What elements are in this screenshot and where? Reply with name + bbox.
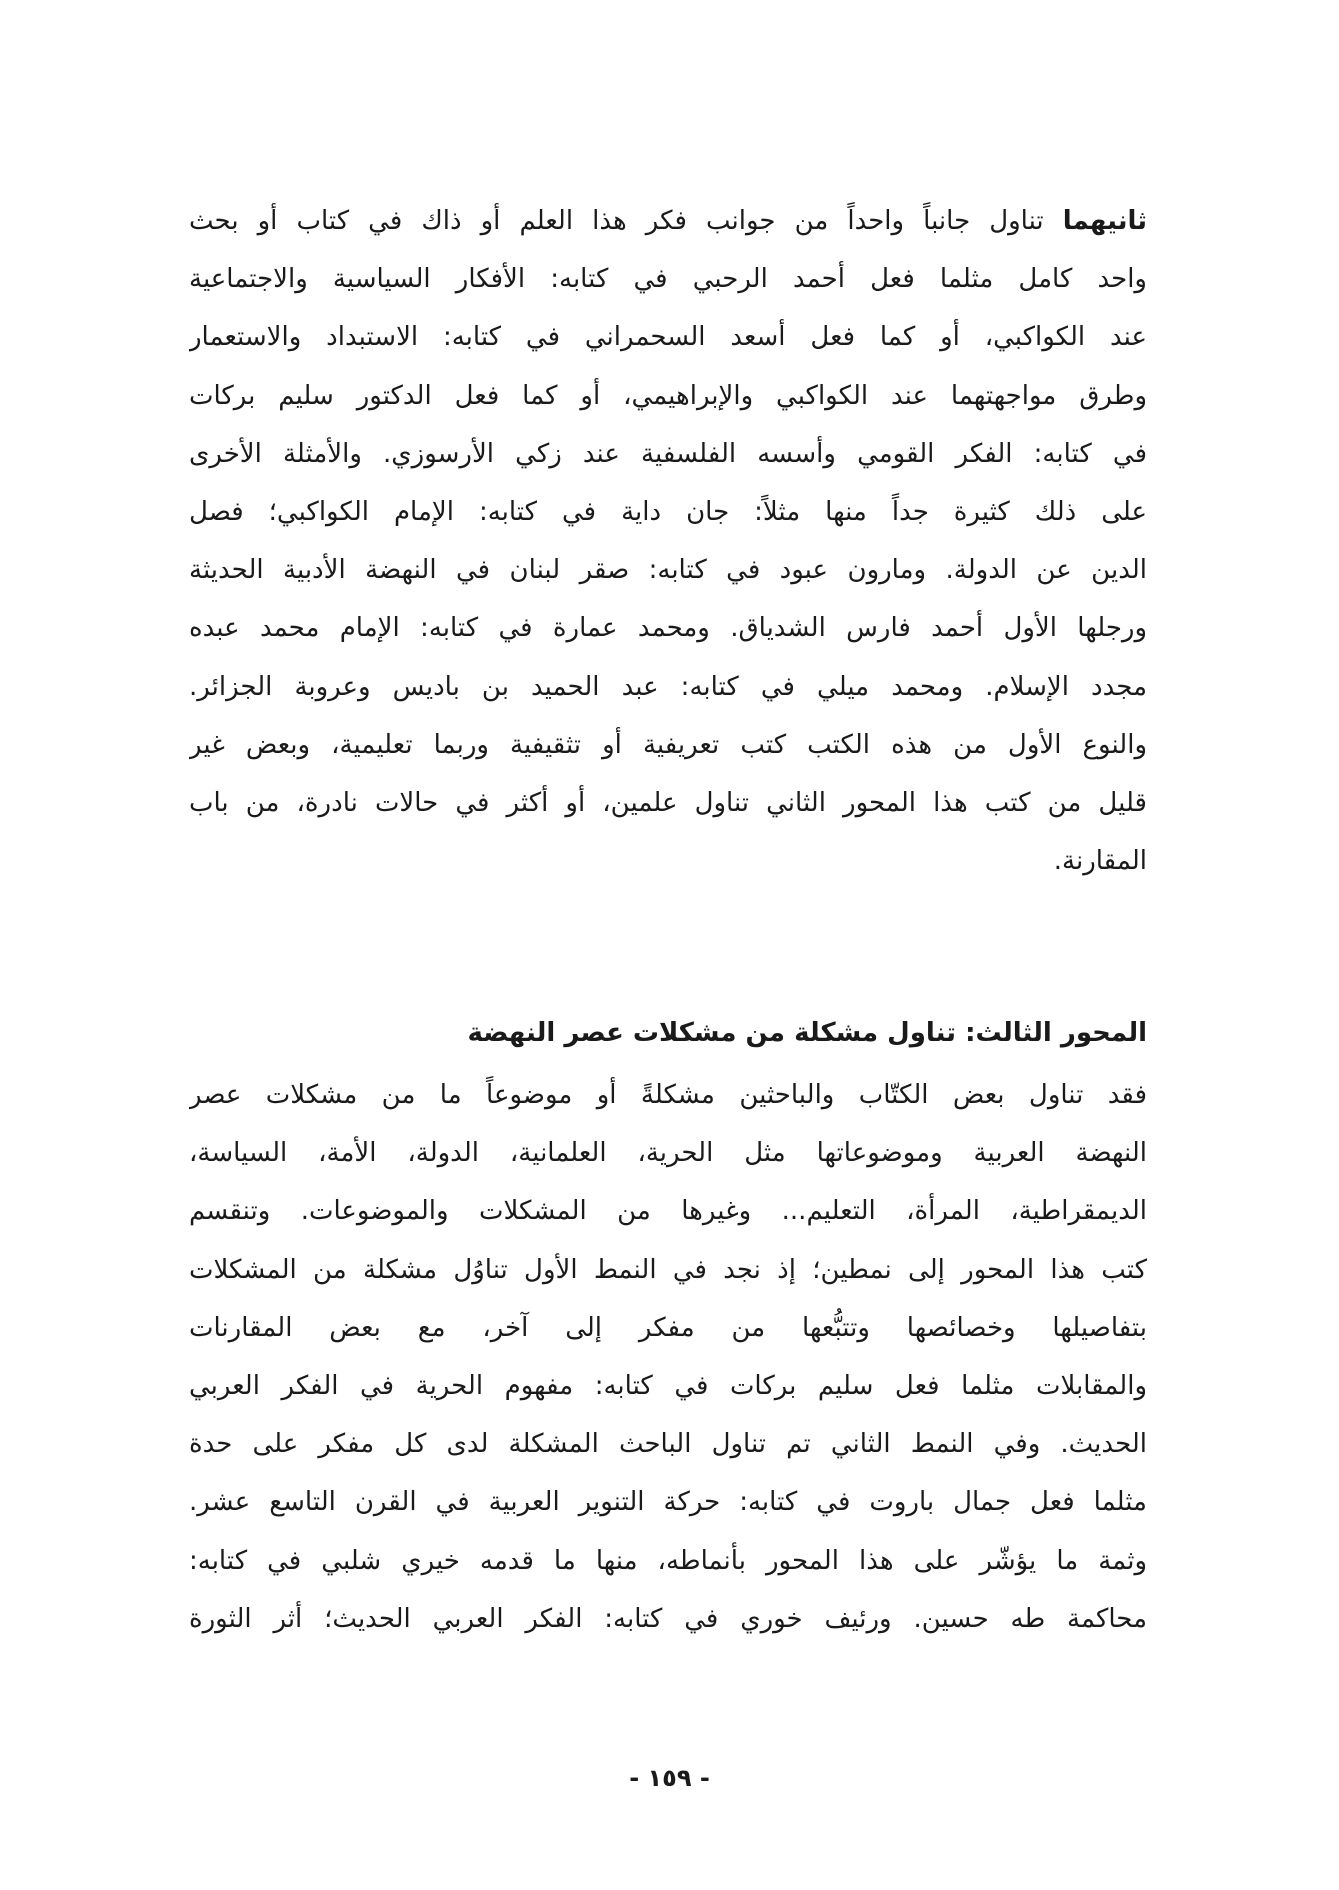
paragraph-line: وطرق مواجهتهما عند الكواكبي والإبراهيمي، أو كما فعل الدكتور سليم بركات <box>189 380 1147 411</box>
paragraph-line: والمقابلات مثلما فعل سليم بركات في كتابه: مفهوم الحرية في الفكر العربي <box>189 1370 1147 1401</box>
lead-word: ثانيهما <box>1062 206 1147 236</box>
paragraph-line: الدين عن الدولة. ومارون عبود في كتابه: صقر لبنان في النهضة الأدبية الحديثة <box>189 555 1147 586</box>
section-heading: المحور الثالث: تناول مشكلة من مشكلات عصر النهضة <box>467 1018 1147 1048</box>
paragraph-2 <box>189 1066 1147 1648</box>
paragraph-line: ورجلها الأول أحمد فارس الشدياق. ومحمد عمارة في كتابه: الإمام محمد عبده <box>189 613 1147 644</box>
paragraph-line: قليل من كتب هذا المحور الثاني تناول علمين، أو أكثر في حالات نادرة، من باب <box>189 787 1147 818</box>
paragraph-line: المقارنة. <box>1053 846 1147 877</box>
page-number: - ١٥٩ - <box>629 1764 710 1792</box>
paragraph-line: مثلما فعل جمال باروت في كتابه: حركة التنوير العربية في القرن التاسع عشر. <box>189 1487 1147 1518</box>
paragraph-line: والنوع الأول من هذه الكتب كتب تعريفية أو تثقيفية وربما تعليمية، وبعض غير <box>189 729 1147 760</box>
paragraph-line: كتب هذا المحور إلى نمطين؛ إذ نجد في النمط الأول تناوُل مشكلة من المشكلات <box>189 1254 1147 1285</box>
paragraph-line: محاكمة طه حسين. ورئيف خوري في كتابه: الفكر العربي الحديث؛ أثر الثورة <box>189 1603 1147 1634</box>
paragraph-line: الحديث. وفي النمط الثاني تم تناول الباحث المشكلة لدى كل مفكر على حدة <box>189 1429 1147 1460</box>
paragraph-line: الديمقراطية، المرأة، التعليم... وغيرها من المشكلات والموضوعات. وتنقسم <box>189 1196 1147 1227</box>
paragraph-line: في كتابه: الفكر القومي وأسسه الفلسفية عند زكي الأرسوزي. والأمثلة الأخرى <box>189 438 1147 469</box>
paragraph-line: فقد تناول بعض الكتّاب والباحثين مشكلةً أو موضوعاً ما من مشكلات عصر <box>189 1080 1147 1110</box>
paragraph-line: مجدد الإسلام. ومحمد ميلي في كتابه: عبد الحميد بن باديس وعروبة الجزائر. <box>189 671 1147 702</box>
line-text: تناول جانباً واحداً من جوانب فكر هذا العلم أو ذاك في كتاب أو بحث <box>189 206 1063 236</box>
paragraph-line: بتفاصيلها وخصائصها وتتبُّعها من مفكر إلى آخر، مع بعض المقارنات <box>189 1312 1147 1343</box>
paragraph-line: النهضة العربية وموضوعاتها مثل الحرية، العلمانية، الدولة، الأمة، السياسة، <box>189 1138 1147 1169</box>
paragraph-line <box>189 192 1147 250</box>
paragraph-line: عند الكواكبي، أو كما فعل أسعد السحمراني في كتابه: الاستبداد والاستعمار <box>189 322 1147 353</box>
paragraph-line: واحد كامل مثلما فعل أحمد الرحبي في كتابه: الأفكار السياسية والاجتماعية <box>189 264 1147 295</box>
paragraph-1 <box>189 192 1147 890</box>
paragraph-line: وثمة ما يؤشّر على هذا المحور بأنماطه، منها ما قدمه خيري شلبي في كتابه: <box>189 1545 1147 1576</box>
paragraph-line: على ذلك كثيرة جداً منها مثلاً: جان داية في كتابه: الإمام الكواكبي؛ فصل <box>189 496 1147 527</box>
